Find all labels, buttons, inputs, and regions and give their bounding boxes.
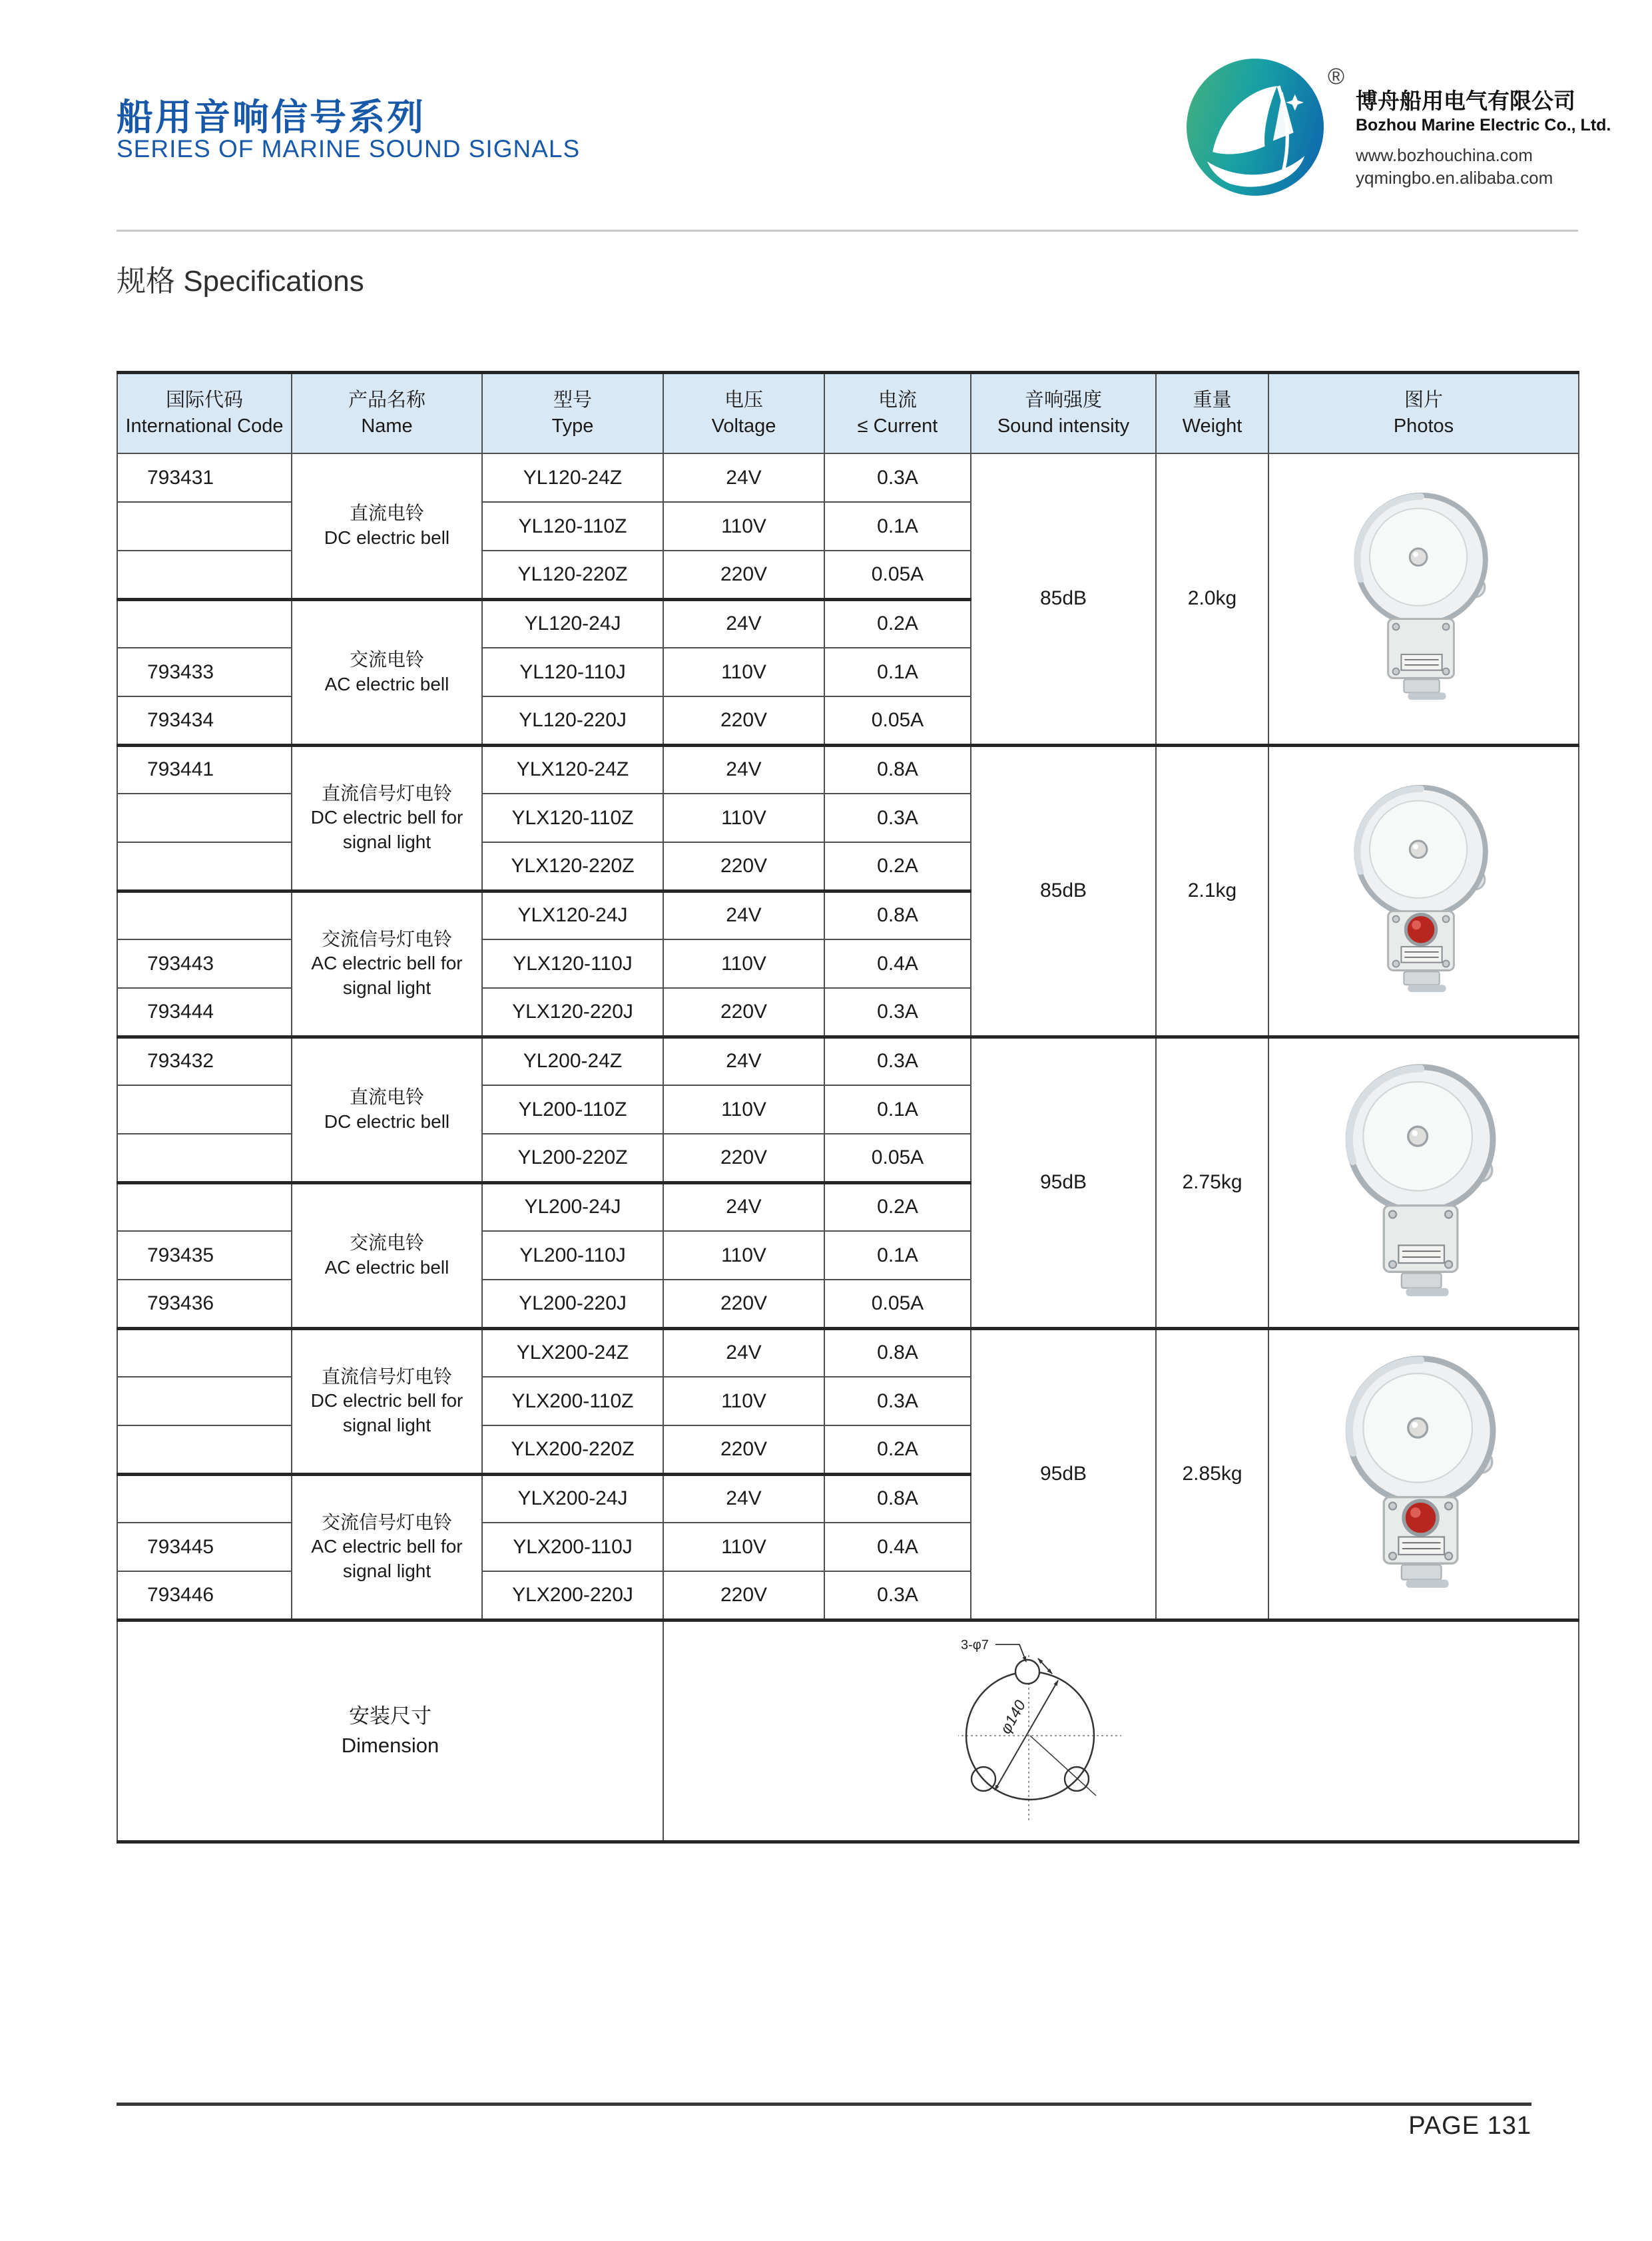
- code-cell: 793432: [117, 1037, 292, 1085]
- type-cell: YL200-220Z: [482, 1134, 663, 1182]
- code-cell: 793434: [117, 696, 292, 745]
- current-cell: 0.2A: [824, 599, 971, 648]
- voltage-cell: 220V: [663, 551, 824, 599]
- page-number: PAGE 131: [1408, 2112, 1531, 2140]
- sound-intensity-cell: 85dB: [971, 453, 1156, 745]
- dimension-row: [117, 1620, 1579, 1842]
- code-cell: 793441: [117, 745, 292, 794]
- voltage-cell: 220V: [663, 1134, 824, 1182]
- name-cell: 直流电铃 DC electric bell: [292, 453, 482, 599]
- sailboat-logo-icon: [1187, 59, 1324, 196]
- weight-cell: 2.1kg: [1156, 745, 1268, 1037]
- mount-hole-top: [1015, 1660, 1039, 1684]
- table-row: [117, 453, 1579, 502]
- current-cell: 0.3A: [824, 1377, 971, 1425]
- code-cell: [117, 1328, 292, 1377]
- sound-intensity-cell: 95dB: [971, 1037, 1156, 1328]
- type-cell: YL120-24J: [482, 599, 663, 648]
- current-cell: 0.1A: [824, 1231, 971, 1280]
- specifications-table: [117, 371, 1579, 1844]
- voltage-cell: 24V: [663, 745, 824, 794]
- table-row: [117, 1037, 1579, 1085]
- voltage-cell: 24V: [663, 1037, 824, 1085]
- type-cell: YLX200-110J: [482, 1523, 663, 1571]
- current-cell: 0.1A: [824, 502, 971, 551]
- voltage-cell: 220V: [663, 1425, 824, 1474]
- code-cell: [117, 1474, 292, 1523]
- type-cell: YL120-110J: [482, 648, 663, 696]
- current-cell: 0.2A: [824, 842, 971, 891]
- type-cell: YLX120-24J: [482, 891, 663, 939]
- current-cell: 0.1A: [824, 648, 971, 696]
- type-cell: YLX120-24Z: [482, 745, 663, 794]
- registered-trademark-icon: ®: [1328, 64, 1345, 89]
- current-cell: 0.3A: [824, 988, 971, 1037]
- col-header-voltage: 电压 Voltage: [663, 373, 824, 454]
- code-cell: 793443: [117, 939, 292, 988]
- current-cell: 0.8A: [824, 1474, 971, 1523]
- current-cell: 0.05A: [824, 1280, 971, 1328]
- name-cell: 交流电铃 AC electric bell: [292, 599, 482, 745]
- name-cell: 直流信号灯电铃 DC electric bell for signal light: [292, 1328, 482, 1474]
- weight-cell: 2.0kg: [1156, 453, 1268, 745]
- page-title-en: SERIES OF MARINE SOUND SIGNALS: [117, 135, 581, 162]
- type-cell: YLX120-110J: [482, 939, 663, 988]
- voltage-cell: 110V: [663, 1377, 824, 1425]
- voltage-cell: 220V: [663, 696, 824, 745]
- current-cell: 0.05A: [824, 1134, 971, 1182]
- type-cell: YL200-110J: [482, 1231, 663, 1280]
- photo-cell: [1268, 453, 1579, 745]
- type-cell: YLX120-220J: [482, 988, 663, 1037]
- company-logo: [1187, 59, 1324, 196]
- current-cell: 0.3A: [824, 1571, 971, 1620]
- dimension-label-cell: [117, 1620, 663, 1842]
- code-cell: [117, 1425, 292, 1474]
- company-website: www.bozhouchina.com: [1356, 145, 1533, 165]
- section-title: 规格 Specifications: [117, 265, 364, 298]
- voltage-cell: 220V: [663, 1280, 824, 1328]
- current-cell: 0.8A: [824, 891, 971, 939]
- name-cell: 直流信号灯电铃 DC electric bell for signal light: [292, 745, 482, 891]
- current-cell: 0.05A: [824, 696, 971, 745]
- current-cell: 0.1A: [824, 1085, 971, 1134]
- code-cell: [117, 599, 292, 648]
- page-title-zh: 船用音响信号系列: [117, 97, 426, 138]
- current-cell: 0.4A: [824, 1523, 971, 1571]
- type-cell: YL200-220J: [482, 1280, 663, 1328]
- company-name-zh: 博舟船用电气有限公司: [1356, 89, 1575, 113]
- code-cell: [117, 502, 292, 551]
- code-cell: [117, 1134, 292, 1182]
- code-cell: 793445: [117, 1523, 292, 1571]
- current-cell: 0.3A: [824, 794, 971, 842]
- current-cell: 0.8A: [824, 745, 971, 794]
- bolt-circle-label: φ140: [996, 1696, 1029, 1736]
- col-header-code: 国际代码 International Code: [117, 373, 292, 454]
- type-cell: YL200-24Z: [482, 1037, 663, 1085]
- current-cell: 0.05A: [824, 551, 971, 599]
- sound-intensity-cell: 95dB: [971, 1328, 1156, 1620]
- product-photo: [1344, 1363, 1503, 1580]
- hole-label-leader: [995, 1644, 1026, 1662]
- hole-label: 3-φ7: [961, 1637, 989, 1652]
- name-cell: 交流电铃 AC electric bell: [292, 1182, 482, 1328]
- current-cell: 0.3A: [824, 1037, 971, 1085]
- dimension-label-zh: 安装尺寸: [349, 1704, 431, 1728]
- voltage-cell: 24V: [663, 599, 824, 648]
- code-cell: 793436: [117, 1280, 292, 1328]
- code-cell: 793435: [117, 1231, 292, 1280]
- voltage-cell: 24V: [663, 891, 824, 939]
- voltage-cell: 220V: [663, 842, 824, 891]
- name-cell: 直流电铃 DC electric bell: [292, 1037, 482, 1182]
- photo-cell: [1268, 1328, 1579, 1620]
- col-header-photos: 图片 Photos: [1268, 373, 1579, 454]
- code-cell: 793431: [117, 453, 292, 502]
- code-cell: 793446: [117, 1571, 292, 1620]
- col-header-weight: 重量 Weight: [1156, 373, 1268, 454]
- type-cell: YLX120-220Z: [482, 842, 663, 891]
- voltage-cell: 110V: [663, 1523, 824, 1571]
- type-cell: YL120-24Z: [482, 453, 663, 502]
- type-cell: YLX200-24J: [482, 1474, 663, 1523]
- voltage-cell: 110V: [663, 648, 824, 696]
- photo-cell: [1268, 745, 1579, 1037]
- name-cell: 交流信号灯电铃 AC electric bell for signal light: [292, 891, 482, 1037]
- table-row: [117, 1328, 1579, 1377]
- type-cell: YL120-220J: [482, 696, 663, 745]
- voltage-cell: 24V: [663, 1474, 824, 1523]
- current-cell: 0.3A: [824, 453, 971, 502]
- sound-intensity-cell: 85dB: [971, 745, 1156, 1037]
- code-cell: [117, 891, 292, 939]
- voltage-cell: 24V: [663, 1328, 824, 1377]
- current-cell: 0.8A: [824, 1328, 971, 1377]
- product-photo: [1344, 487, 1503, 704]
- type-cell: YL120-110Z: [482, 502, 663, 551]
- product-photo: [1344, 780, 1503, 997]
- type-cell: YL200-110Z: [482, 1085, 663, 1134]
- header-row: [117, 373, 1579, 454]
- code-cell: [117, 1182, 292, 1231]
- name-cell: 交流信号灯电铃 AC electric bell for signal light: [292, 1474, 482, 1620]
- voltage-cell: 110V: [663, 502, 824, 551]
- current-cell: 0.2A: [824, 1182, 971, 1231]
- product-photo: [1344, 1071, 1503, 1288]
- code-cell: 793433: [117, 648, 292, 696]
- voltage-cell: 110V: [663, 794, 824, 842]
- footer-divider: [117, 2103, 1531, 2106]
- weight-cell: 2.85kg: [1156, 1328, 1268, 1620]
- voltage-cell: 220V: [663, 1571, 824, 1620]
- type-cell: YL120-220Z: [482, 551, 663, 599]
- voltage-cell: 220V: [663, 988, 824, 1037]
- current-cell: 0.4A: [824, 939, 971, 988]
- code-cell: [117, 794, 292, 842]
- col-header-name: 产品名称 Name: [292, 373, 482, 454]
- dimension-label-en: Dimension: [341, 1733, 439, 1757]
- weight-cell: 2.75kg: [1156, 1037, 1268, 1328]
- dimension-drawing-cell: [663, 1620, 1579, 1842]
- voltage-cell: 110V: [663, 1085, 824, 1134]
- photo-cell: [1268, 1037, 1579, 1328]
- header-divider: [117, 230, 1578, 232]
- current-cell: 0.2A: [824, 1425, 971, 1474]
- code-cell: 793444: [117, 988, 292, 1037]
- code-cell: [117, 842, 292, 891]
- voltage-cell: 24V: [663, 453, 824, 502]
- type-cell: YLX200-220J: [482, 1571, 663, 1620]
- voltage-cell: 110V: [663, 1231, 824, 1280]
- company-name-en: Bozhou Marine Electric Co., Ltd.: [1356, 116, 1611, 134]
- table-row: [117, 745, 1579, 794]
- code-cell: [117, 1085, 292, 1134]
- type-cell: YLX120-110Z: [482, 794, 663, 842]
- col-header-type: 型号 Type: [482, 373, 663, 454]
- mounting-dimension-drawing: [958, 1627, 1178, 1840]
- voltage-cell: 24V: [663, 1182, 824, 1231]
- type-cell: YLX200-24Z: [482, 1328, 663, 1377]
- type-cell: YL200-24J: [482, 1182, 663, 1231]
- voltage-cell: 110V: [663, 939, 824, 988]
- col-header-sound: 音响强度 Sound intensity: [971, 373, 1156, 454]
- type-cell: YLX200-110Z: [482, 1377, 663, 1425]
- code-cell: [117, 551, 292, 599]
- type-cell: YLX200-220Z: [482, 1425, 663, 1474]
- col-header-current: 电流 ≤ Current: [824, 373, 971, 454]
- code-cell: [117, 1377, 292, 1425]
- company-website-alibaba: yqmingbo.en.alibaba.com: [1356, 168, 1553, 188]
